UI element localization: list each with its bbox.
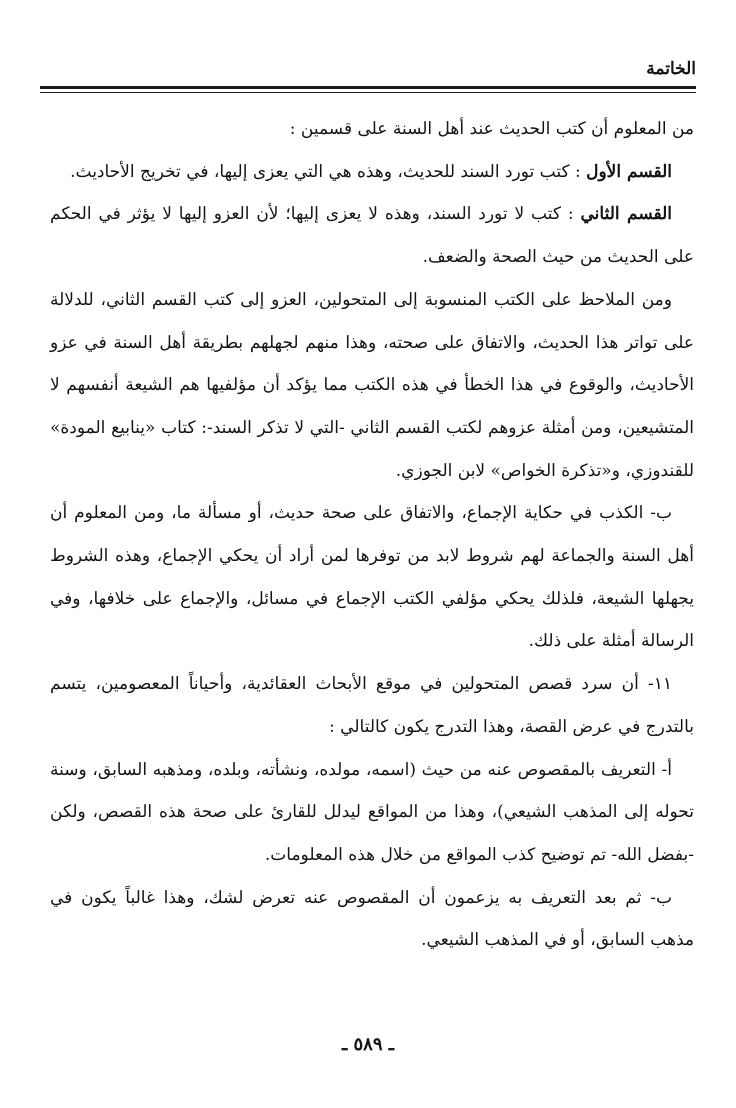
paragraph-intro [50,108,694,151]
paragraph-text: ب- ثم بعد التعريف به يزعمون أن المقصوص عنه تعرض لشك، وهذا غالباً يكون في مذهب السابق، أو في المذهب الشيعي. [50,887,694,951]
paragraph-second-section [50,193,694,278]
paragraph-text: ١١- أن سرد قصص المتحولين في موقع الأبحاث العقائدية، وأحياناً المعصومين، يتسم بالتدرج في عرض القصة، وهذا التدرج يكون كالتالي : [50,674,694,737]
body-text [50,108,694,962]
paragraph-point-b [50,492,694,663]
header-rule-thick [40,86,696,89]
header-rule-thin [40,92,696,93]
paragraph-text: : كتب لا تورد السند، وهذه لا يعزى إليها؛ لأن العزو إليها لا يؤثر في الحكم على الحديث من حيث الصحة والضعف. [50,204,694,268]
paragraph-text: من المعلوم أن كتب الحديث عند أهل السنة على قسمين : [289,119,694,139]
paragraph-text: : كتب تورد السند للحديث، وهذه هي التي يعزى إليها، في تخريج الأحاديث. [70,161,581,182]
paragraph-first-section [50,151,694,194]
paragraph-lead: القسم الثاني [580,204,673,225]
paragraph-observation [50,279,694,493]
paragraph-lead: القسم الأول [586,161,672,182]
paragraph-text: أ- التعريف بالمقصوص عنه من حيث (اسمه، مولده، ونشأته، وبلده، ومذهبه السابق، وسنة تحوله إلى المذهب الشيعي)، وهذا من المواقع ليدلل للقارئ على صحة هذه القصص، ولكن -بفضل الله- تم توضيح كذب المواقع من خلال هذه المعلومات. [50,759,694,865]
paragraph-point-11 [50,663,694,748]
paragraph-text: ومن الملاحظ على الكتب المنسوبة إلى المتحولين، العزو إلى كتب القسم الثاني، للدلالة على تواتر هذا الحديث، والاتفاق على صحته، وهذا منهم لجهلهم بطريقة أهل السنة في عزو الأحاديث، والوقوع في هذا الخطأ في هذه الكتب مما يؤكد أن مؤلفيها هم الشيعة أنفسهم لا المتشيعين، ومن أمثلة عزوهم لكتب القسم الثاني -التي لا تذكر السند-: كتاب «ينابيع المودة» للقندوزي، و«تذكرة الخواص» لابن الجوزي. [50,289,694,481]
paragraph-sub-a [50,749,694,877]
page-number: ـ ٥٨٩ ـ [341,1034,395,1055]
paragraph-sub-b [50,877,694,962]
running-header: الخاتمة [646,59,696,79]
paragraph-text: ب- الكذب في حكاية الإجماع، والاتفاق على صحة حديث، أو مسألة ما، ومن المعلوم أن أهل السنة والجماعة لهم شروط لابد من توفرها لمن أراد أن يحكي الإجماع، وهذه الشروط يجهلها الشيعة، فلذلك يحكي مؤلفي الكتب الإجماع في مسائل، والإجماع على خلافها، وفي الرسالة أمثلة على ذلك. [50,503,694,652]
